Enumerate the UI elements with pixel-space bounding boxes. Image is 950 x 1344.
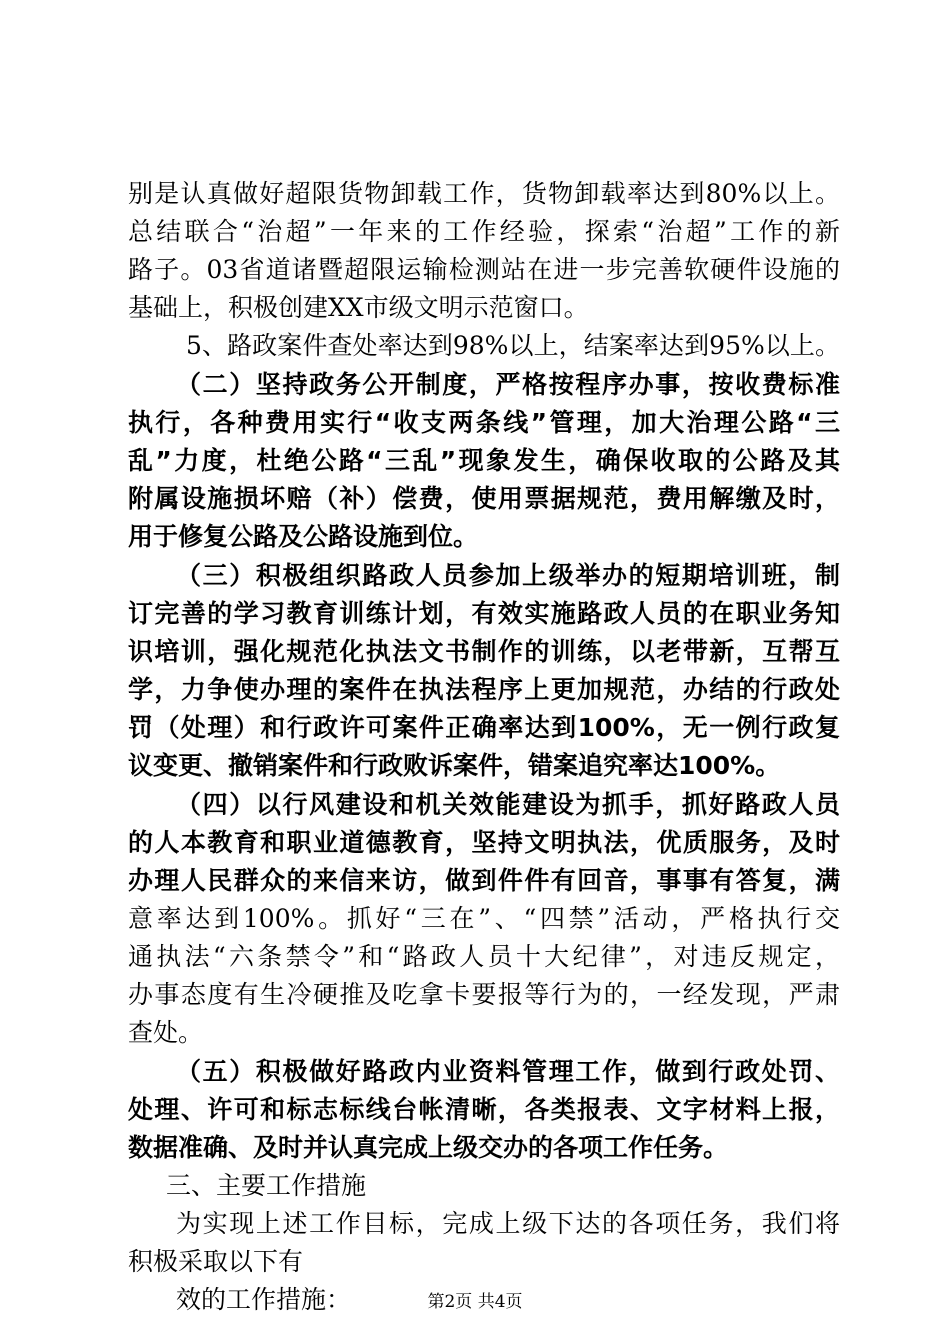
text-line: 通执法“六条禁令”和“路政人员十大纪律”，对违反规定， [128, 942, 840, 971]
text-line: 执行，各种费用实行“收支两条线”管理，加大治理公路“三 [128, 408, 840, 437]
text-line: 基础上，积极创建XX市级文明示范窗口。 [128, 293, 589, 322]
text-line: 积极采取以下有 [128, 1247, 304, 1276]
text-line: 罚（处理）和行政许可案件正确率达到100%，无一例行政复 [128, 713, 840, 742]
text-line: （四）以行风建设和机关效能建设为抓手，抓好路政人员 [176, 790, 840, 819]
text-line: 意率达到100%。抓好“三在”、“四禁”活动，严格执行交 [128, 904, 840, 933]
text-line: 效的工作措施： [176, 1285, 352, 1314]
text-line: （五）积极做好路政内业资料管理工作，做到行政处罚、 [176, 1057, 840, 1086]
text-line: 办事态度有生冷硬推及吃拿卡要报等行为的，一经发现，严肃 [128, 980, 840, 1009]
text-line: 议变更、撤销案件和行政败诉案件，错案追究率达100%。 [128, 751, 781, 780]
text-line: 5、路政案件查处率达到98%以上，结案率达到95%以上。 [186, 331, 840, 360]
text-line: 查处。 [128, 1018, 204, 1047]
text-line: 总结联合“治超”一年来的工作经验，探索“治超”工作的新 [128, 217, 840, 246]
text-line: 为实现上述工作目标，完成上级下达的各项任务，我们将 [176, 1209, 840, 1238]
text-line: 识培训，强化规范化执法文书制作的训练，以老带新，互帮互 [128, 637, 840, 666]
text-line: 乱”力度，杜绝公路“三乱”现象发生，确保收取的公路及其 [128, 446, 840, 475]
text-line: 订完善的学习教育训练计划，有效实施路政人员的在职业务知 [128, 599, 840, 628]
text-line: 的人本教育和职业道德教育，坚持文明执法，优质服务，及时 [128, 828, 840, 857]
text-line: 办理人民群众的来信来访，做到件件有回音，事事有答复，满 [128, 866, 840, 895]
text-line: 路子。03省道诸暨超限运输检测站在进一步完善软硬件设施的 [128, 255, 840, 284]
text-line: 学，力争使办理的案件在执法程序上更加规范，办结的行政处 [128, 675, 840, 704]
text-line: 处理、许可和标志标线台帐清晰，各类报表、文字材料上报， [128, 1095, 840, 1124]
section-heading: 三、主要工作措施 [166, 1171, 367, 1200]
text-line: 用于修复公路及公路设施到位。 [128, 522, 479, 551]
page-footer: 第2页 共4页 [427, 1292, 523, 1312]
text-line: （二）坚持政务公开制度，严格按程序办事，按收费标准 [176, 370, 840, 399]
text-line: （三）积极组织路政人员参加上级举办的短期培训班，制 [176, 561, 840, 590]
text-line: 附属设施损坏赔（补）偿费，使用票据规范，费用解缴及时， [128, 484, 840, 513]
text-line: 别是认真做好超限货物卸载工作，货物卸载率达到80%以上。 [128, 179, 840, 208]
text-line: 数据准确、及时并认真完成上级交办的各项工作任务。 [128, 1133, 729, 1162]
